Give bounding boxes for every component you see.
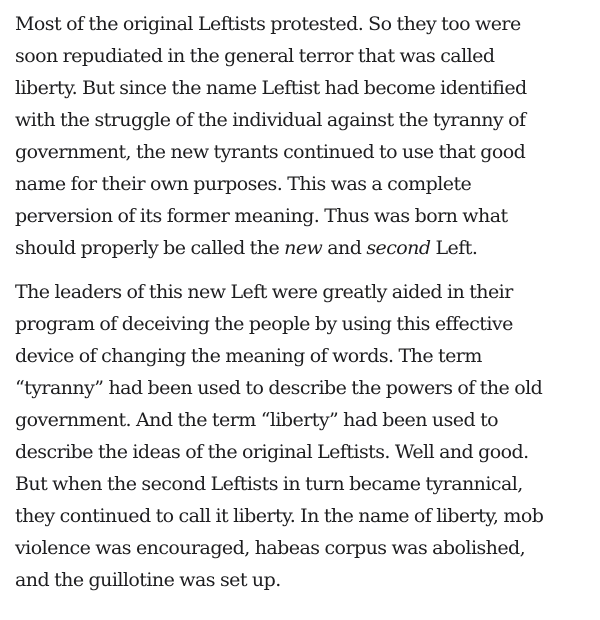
text-line: name for their own purposes. This was a complete xyxy=(15,173,472,195)
text-line: “tyranny” had been used to describe the powers of the old xyxy=(15,377,543,399)
italic-word-new: new xyxy=(284,237,323,259)
document-page xyxy=(15,8,595,596)
text-line: violence was encouraged, habeas corpus was abolished, xyxy=(15,537,526,559)
text-line: soon repudiated in the general terror that was called xyxy=(15,45,495,67)
text-line: program of deceiving the people by using this effective xyxy=(15,313,513,335)
paragraph-1 xyxy=(15,8,595,264)
italic-word-second: second xyxy=(366,237,431,259)
text-line: Most of the original Leftists protested. So they too were xyxy=(15,13,521,35)
text-run: Left. xyxy=(430,237,478,259)
text-line: and the guillotine was set up. xyxy=(15,569,281,591)
text-line: describe the ideas of the original Leftists. Well and good. xyxy=(15,441,529,463)
text-line xyxy=(15,232,595,264)
text-line: device of changing the meaning of words. The term xyxy=(15,345,482,367)
paragraph-2 xyxy=(15,276,595,596)
text-line: with the struggle of the individual against the tyranny of xyxy=(15,109,526,131)
text-run: and xyxy=(322,237,367,259)
text-line: But when the second Leftists in turn became tyrannical, xyxy=(15,473,523,495)
text-line: liberty. But since the name Leftist had become identified xyxy=(15,77,527,99)
text-line: perversion of its former meaning. Thus was born what xyxy=(15,205,508,227)
text-line: The leaders of this new Left were greatly aided in their xyxy=(15,281,513,303)
text-line: government. And the term “liberty” had been used to xyxy=(15,409,499,431)
text-line: they continued to call it liberty. In the name of liberty, mob xyxy=(15,505,544,527)
text-run: should properly be called the xyxy=(15,237,285,259)
text-line: government, the new tyrants continued to use that good xyxy=(15,141,526,163)
